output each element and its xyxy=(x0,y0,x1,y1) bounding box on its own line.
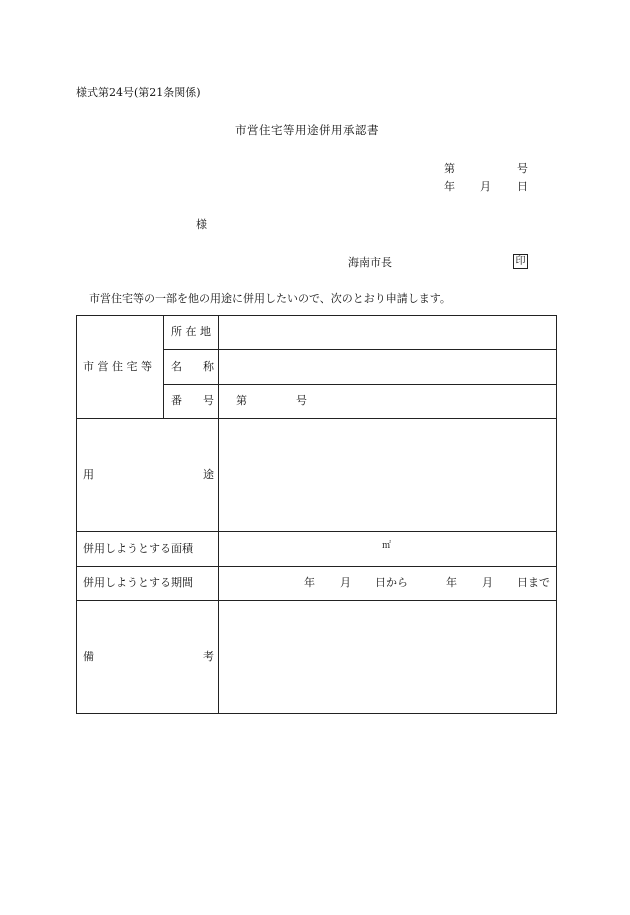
document-number-prefix: 第 xyxy=(444,162,455,175)
row-divider-location xyxy=(163,349,557,350)
location-label: 所 在 地 xyxy=(171,325,211,338)
period-label: 併用しようとする期間 xyxy=(83,576,193,589)
period-from-day: 日から xyxy=(375,576,408,589)
date-year-label: 年 xyxy=(444,180,455,193)
remarks-label-second: 考 xyxy=(203,650,214,663)
name-label-first: 名 xyxy=(171,360,182,373)
date-day-label: 日 xyxy=(517,180,528,193)
number-value-prefix: 第 xyxy=(236,394,247,407)
period-from-year: 年 xyxy=(304,576,315,589)
period-from-month: 月 xyxy=(340,576,351,589)
seal-mark: 印 xyxy=(513,254,528,269)
purpose-label-first: 用 xyxy=(83,468,94,481)
area-unit: ㎡ xyxy=(382,541,392,551)
number-label-second: 号 xyxy=(203,394,214,407)
form-number: 様式第24号(第21条関係) xyxy=(76,86,201,99)
application-table xyxy=(76,315,557,714)
period-to-year: 年 xyxy=(446,576,457,589)
area-label: 併用しようとする面積 xyxy=(83,542,193,555)
period-to-day: 日まで xyxy=(517,576,550,589)
housing-subdivider xyxy=(163,315,164,418)
row-divider-period xyxy=(76,600,557,601)
row-divider-housing xyxy=(76,418,557,419)
purpose-label-second: 途 xyxy=(203,468,214,481)
row-divider-name xyxy=(163,384,557,385)
remarks-label-first: 備 xyxy=(83,650,94,663)
period-to-month: 月 xyxy=(482,576,493,589)
name-label-second: 称 xyxy=(203,360,214,373)
table-border-bottom xyxy=(76,713,557,714)
issuer-name: 海南市長 xyxy=(348,256,392,269)
number-label-first: 番 xyxy=(171,394,182,407)
document-title: 市営住宅等用途併用承認書 xyxy=(235,123,379,137)
number-value-suffix: 号 xyxy=(296,394,307,407)
housing-label: 市 営 住 宅 等 xyxy=(83,360,152,373)
date-month-label: 月 xyxy=(480,180,491,193)
table-border-top xyxy=(76,315,557,316)
table-border-right xyxy=(556,315,557,714)
addressee-honorific: 様 xyxy=(196,218,207,231)
intro-text: 市営住宅等の一部を他の用途に併用したいので、次のとおり申請します。 xyxy=(89,292,451,305)
row-divider-purpose xyxy=(76,531,557,532)
document-number-suffix: 号 xyxy=(517,162,528,175)
row-divider-area xyxy=(76,566,557,567)
table-border-left xyxy=(76,315,77,714)
label-column-divider xyxy=(218,315,219,714)
